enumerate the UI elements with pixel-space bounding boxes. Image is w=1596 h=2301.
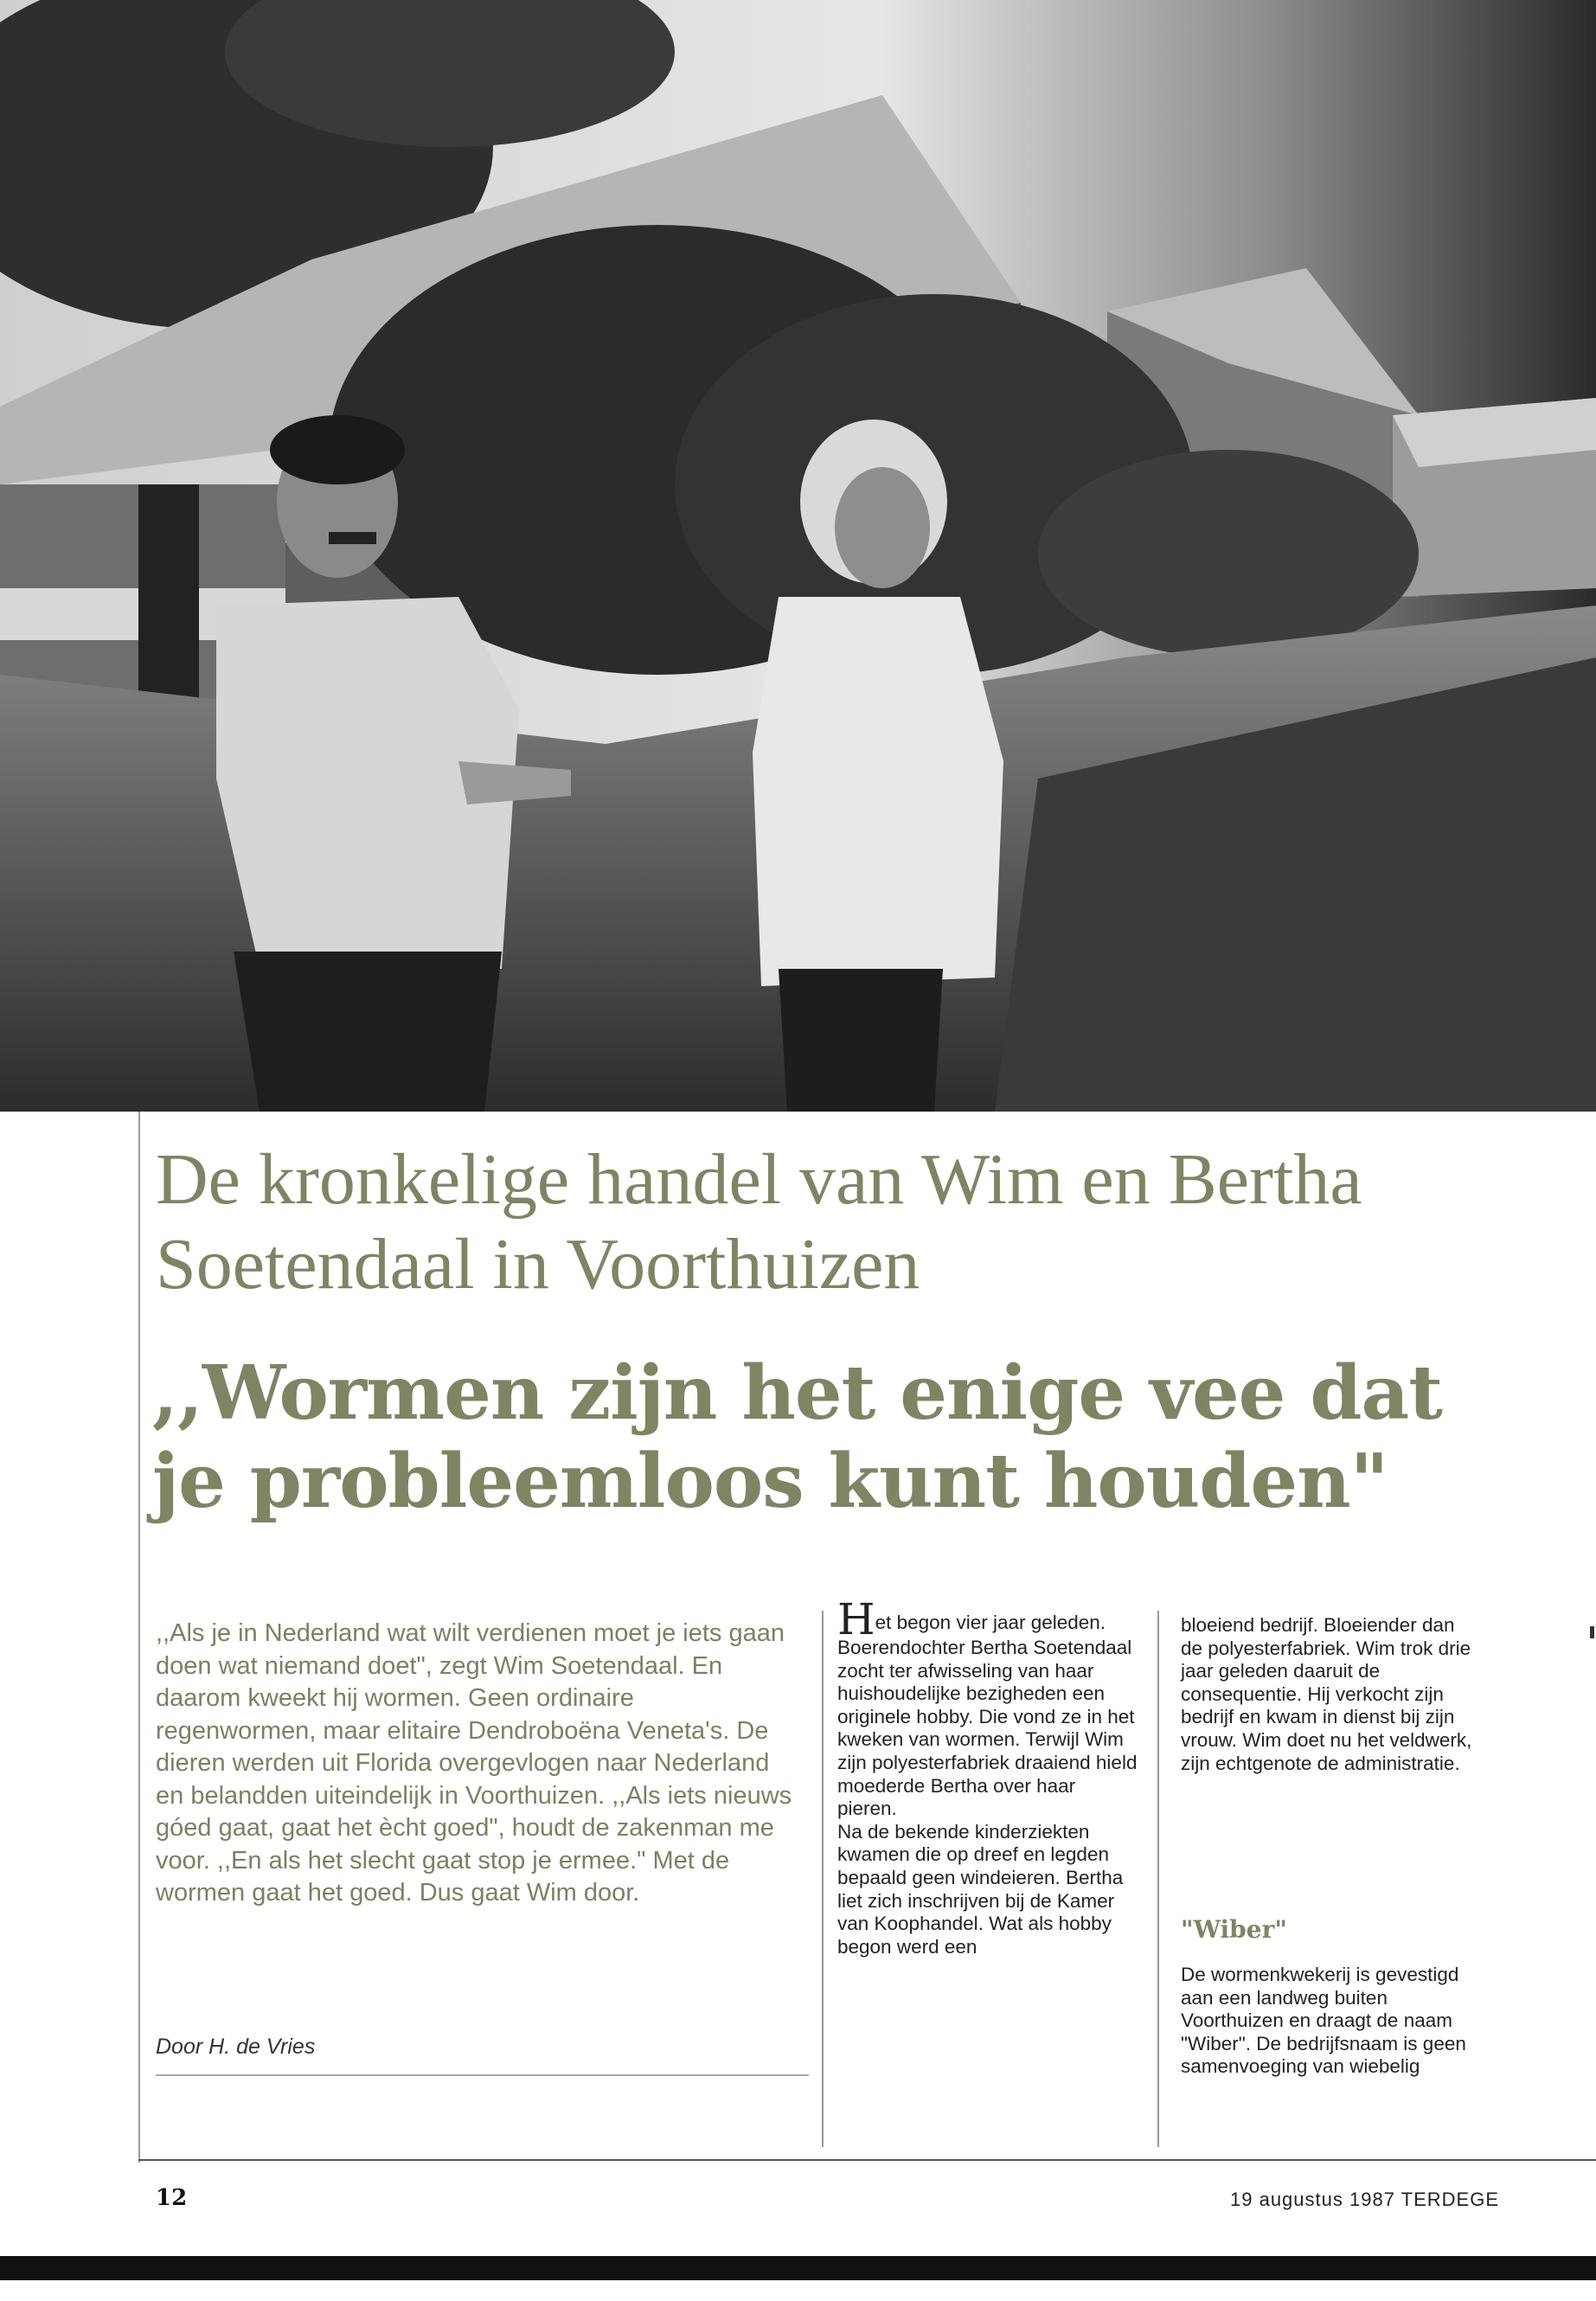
headline-line-1: De kronkelige handel van Wim en Bertha [156, 1139, 1362, 1220]
byline-rule [156, 2074, 809, 2076]
scan-bottom-band [0, 2256, 1596, 2280]
quote-line-1: ,,Wormen zijn het enige vee dat [152, 1349, 1442, 1437]
photo-two-people-in-farmyard [0, 0, 1596, 1112]
column-divider-1 [822, 1611, 824, 2147]
publication-date: 19 augustus 1987 TERDEGE [1230, 2189, 1499, 2210]
col2-paragraph-1-text: et begon vier jaar geleden. Boerendochter Bertha Soetendaal zocht ter afwisseling van haar huishoudelijke bezigheden een originele hobby. Die vond ze in het kweken van wormen. Terwijl Wim zijn polyesterfabriek draaiend hield moederde Bertha over haar pieren. [837, 1612, 1138, 1820]
byline: Door H. de Vries [156, 2035, 316, 2059]
col3-paragraph-1: bloeiend bedrijf. Bloeiender dan de polyesterfabriek. Wim trok drie jaar geleden daaruit de consequentie. Hij verkocht zijn bedrijf en kwam in dienst bij zijn vrouw. Wim doet nu het veldwerk, zijn echtgenote de administratie. [1181, 1614, 1472, 1774]
col3-paragraph-2: De wormenkwekerij is gevestigd aan een landweg buiten Voorthuizen en draagt de naam "Wiber". De bedrijfsnaam is geen samenvoeging van wiebelig [1181, 1964, 1466, 2078]
subheading-wiber: "Wiber" [1181, 1915, 1287, 1944]
drop-cap: H [837, 1594, 875, 1644]
column-divider-2 [1157, 1611, 1159, 2147]
article-quote-title [152, 1349, 1502, 1526]
col2-paragraph-2: Na de bekende kinderziekten kwamen die op dreef en legden bepaald geen windeieren. Bertha liet zich inschrijven bij de Kamer van Koophandel. Wat als hobby begon werd een [837, 1820, 1124, 1958]
body-column-2 [837, 1594, 1138, 1958]
body-column-3 [1181, 1614, 1479, 1775]
col2-paragraph-1 [837, 1594, 1138, 1821]
edge-mark [1590, 1626, 1594, 1638]
article-photo [0, 0, 1596, 1112]
article-lead: ,,Als je in Nederland wat wilt verdienen moet je iets gaan doen wat niemand doet", zegt Wim Soetendaal. En daarom kweekt hij wormen. Geen ordinaire regenwormen, maar elitaire Dendroboëna Veneta's. De dieren werden uit Florida overgevlogen naar Nederland en belandden uiteindelijk in Voorthuizen. ,,Als iets nieuws góed gaat, gaat het ècht goed", houdt de zakenman me voor. ,,En als het slecht gaat stop je ermee." Met de wormen gaat het goed. Dus gaat Wim door. [156, 1619, 792, 1907]
left-column-rule [138, 1112, 140, 2163]
body-column-3-continued [1181, 1964, 1479, 2079]
page-number: 12 [156, 2185, 188, 2211]
headline-line-2: Soetendaal in Voorthuizen [156, 1224, 920, 1304]
article-headline [156, 1138, 1505, 1307]
quote-line-2: je probleemloos kunt houden" [152, 1438, 1388, 1525]
footer-rule [138, 2159, 1596, 2161]
